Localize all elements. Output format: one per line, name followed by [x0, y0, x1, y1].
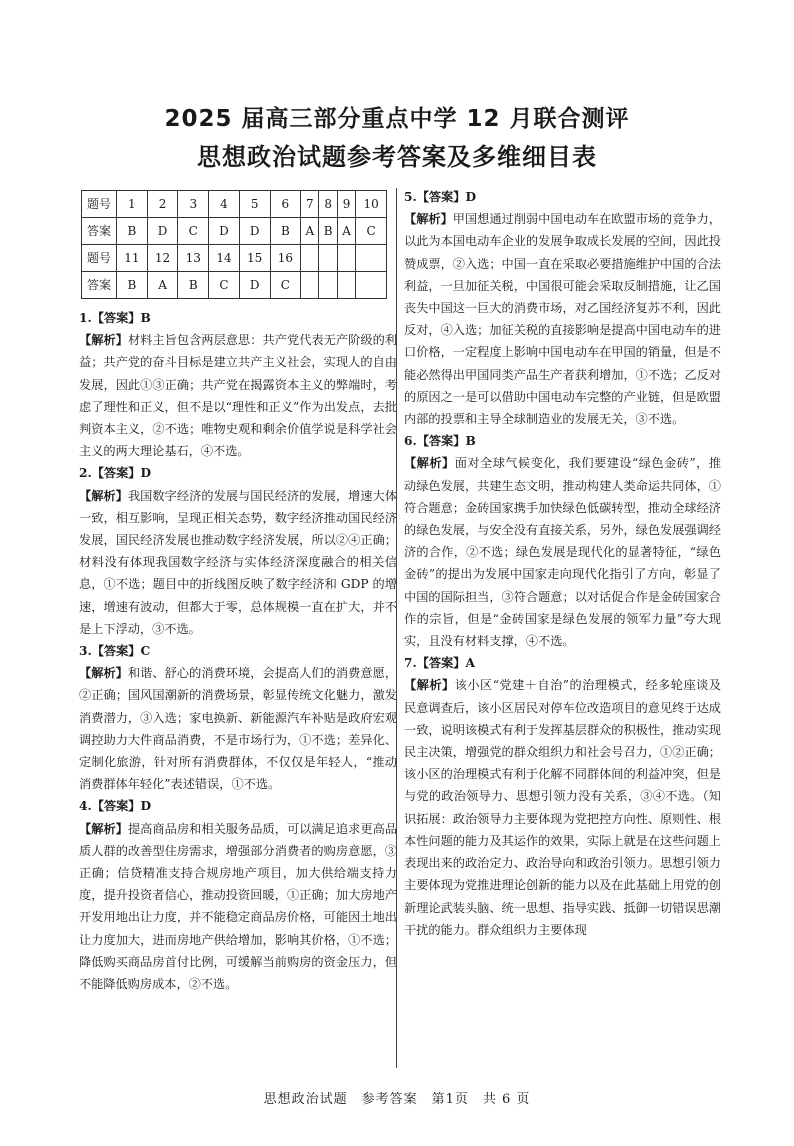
answer-value: D: [465, 190, 477, 204]
analysis-paragraph: [404, 674, 721, 940]
page-footer: 思想政治试题 参考答案 第1页 共 6 页: [263, 1092, 531, 1107]
analysis-label: 【解析】: [79, 488, 128, 503]
table-cell: 5: [239, 191, 270, 218]
table-cell: D: [239, 272, 270, 299]
analysis-text: 提高商品房和相关服务品质，可以满足追求更高品质人群的改善型住房需求，增强部分消费者的购房意愿，③正确；信贷精准支持合规房地产项目，加大供给端支持力度，提升投资者信心，推动投资回暖，①正确；加大房地产开发用地出让力度，并不能稳定商品房价格，可能因土地出让力度加大，进而房地产供给增加，影响其价格，①不选；降低购买商品房首付比例，可缓解当前购房的资金压力，但不能降低购房成本，②不选。: [79, 821, 398, 992]
row-label: 答案: [82, 272, 117, 299]
table-row: [82, 245, 387, 272]
answer-line: [404, 652, 721, 674]
table-cell: [356, 245, 387, 272]
answer-label: 【答案】: [416, 434, 466, 449]
analysis-text: 该小区“党建＋自治”的治理模式，经多轮座谈及民意调查后，该小区居民对停车位改造项目的意见终于达成一致，说明该模式有利于发挥基层群众的积极性，推动实现民主决策，增强党的群众组织力和社会号召力，①②正确；该小区的治理模式有利于化解不同群体间的利益冲突，但是与党的政治领导力、思想引领力没有关系，③④不选。（知识拓展：政治领导力主要体现为党把控方向性、原则性、根本性问题的能力及其运作的效果，实际上就是在这些问题上表现出来的政治定力、政治导向和政治引领力。思想引领力主要体现为党推进理论创新的能力以及在此基础上用党的创新理论武装头脑、统一思想、指导实践、抵御一切错误思潮干扰的能力。群众组织力主要体现: [404, 678, 722, 937]
answer-item-7: [404, 652, 721, 941]
table-cell: 6: [270, 191, 301, 218]
answer-line: [79, 640, 397, 662]
table-cell: C: [209, 272, 240, 299]
answer-item-5: [404, 186, 721, 430]
answer-label: 【答案】: [91, 466, 141, 481]
table-cell: C: [356, 218, 387, 245]
item-number: 6.: [404, 434, 417, 449]
analysis-label: 【解析】: [79, 666, 128, 681]
table-row: [82, 272, 387, 299]
table-cell: 2: [147, 191, 178, 218]
table-cell: 1: [117, 191, 148, 218]
answer-line: [404, 186, 721, 208]
answer-item-1: [79, 307, 397, 462]
answer-label: 【答案】: [416, 190, 466, 204]
analysis-paragraph: [404, 452, 721, 652]
analysis-label: 【解析】: [79, 821, 128, 836]
row-label: 答案: [82, 218, 117, 245]
table-cell: D: [147, 218, 178, 245]
table-cell: 16: [270, 245, 301, 272]
answer-value: B: [140, 311, 151, 325]
answer-line: [79, 307, 397, 329]
item-number: 2.: [79, 466, 92, 481]
table-cell: B: [117, 272, 148, 299]
table-cell: 15: [239, 245, 270, 272]
answer-label: 【答案】: [91, 799, 141, 814]
table-cell: A: [147, 272, 178, 299]
analysis-paragraph: [79, 818, 397, 996]
table-cell: D: [209, 218, 240, 245]
analysis-label: 【解析】: [404, 212, 453, 227]
table-cell: D: [239, 218, 270, 245]
table-row: [82, 191, 387, 218]
answer-line: [404, 430, 721, 452]
table-cell: B: [178, 272, 209, 299]
table-cell: B: [319, 218, 338, 245]
answer-table: [81, 190, 387, 299]
answer-line: [79, 462, 397, 484]
item-number: 7.: [404, 656, 417, 671]
analysis-text: 和谐、舒心的消费环境，会提高人们的消费意愿，②正确；国风国潮新的消费场景，彰显传统文化魅力，激发消费潜力，③入选；家电换新、新能源汽车补贴是政府宏观调控助力大件商品消费，不是市场行为，①不选；差异化、定制化旅游，针对所有消费群体，不仅仅是年轻人，“推动消费群体年轻化”表述错误，①不选。: [79, 666, 398, 792]
analysis-text: 甲国想通过削弱中国电动车在欧盟市场的竞争力，以此为本国电动车企业的发展争取成长发展的空间，因此投赞成票，②入选；中国一直在采取必要措施维护中国的合法利益，一旦加征关税，中国很可能会采取反制措施，让乙国丧失中国这一巨大的消费市场，对乙国经济复苏不利，因此反对，④入选；加征关税的直接影响是提高中国电动车的进口价格，一定程度上影响中国电动车在甲国的销量，但是不能必然得出甲国同类产品生产者获利增加，①不选；乙反对的原因之一是可以借助中国电动车完整的产业链，但是欧盟内部的投票和主导全球制造业的发展无关，③不选。: [404, 212, 722, 427]
analysis-paragraph: [79, 485, 397, 640]
page-title: 2025 届高三部分重点中学 12 月联合测评: [164, 106, 630, 132]
table-cell: 4: [209, 191, 240, 218]
answer-value: A: [465, 656, 475, 671]
table-cell: 11: [117, 245, 148, 272]
table-cell: C: [270, 272, 301, 299]
item-number: 3.: [79, 644, 92, 659]
answer-item-3: [79, 640, 397, 795]
analysis-paragraph: [79, 329, 397, 462]
table-cell: [301, 245, 319, 272]
table-cell: C: [178, 218, 209, 245]
answer-value: C: [140, 644, 151, 659]
table-cell: 8: [319, 191, 338, 218]
table-cell: 7: [301, 191, 319, 218]
table-cell: A: [301, 218, 319, 245]
table-cell: 14: [209, 245, 240, 272]
answer-item-6: [404, 430, 721, 652]
answer-label: 【答案】: [91, 644, 141, 659]
answer-value: D: [140, 466, 152, 481]
analysis-paragraph: [404, 208, 721, 430]
table-cell: [319, 245, 338, 272]
table-cell: [319, 272, 338, 299]
table-cell: 13: [178, 245, 209, 272]
table-cell: 3: [178, 191, 209, 218]
answer-label: 【答案】: [91, 311, 141, 325]
table-cell: B: [270, 218, 301, 245]
row-label: 题号: [82, 245, 117, 272]
analysis-text: 材料主旨包含两层意思：共产党代表无产阶级的利益；共产党的奋斗目标是建立共产主义社会，实现人的自由发展，因此①③正确；共产党在揭露资本主义的弊端时，考虑了理性和正义，但不是以“理性和正义”作为出发点，去批判资本主义，②不选；唯物史观和剩余价值学说是科学社会主义的两大理论基石，④不选。: [79, 333, 398, 459]
right-column: [404, 186, 721, 941]
analysis-text: 我国数字经济的发展与国民经济的发展，增速大体一致，相互影响，呈现正相关态势，数字经济推动国民经济发展，国民经济发展也推动数字经济发展，所以②④正确；材料没有体现我国数字经济与实体经济深度融合的相关信息，①不选；题目中的折线图反映了数字经济和 GDP 的增速，增速有波动，但都大于零，总体规模一直在扩大，并不是上下浮动，③不选。: [79, 488, 398, 636]
answer-line: [79, 795, 397, 817]
table-row: [82, 218, 387, 245]
answer-value: D: [140, 799, 152, 814]
table-cell: 10: [356, 191, 387, 218]
item-number: 1.: [79, 311, 92, 325]
answer-item-4: [79, 795, 397, 995]
answer-label: 【答案】: [416, 656, 466, 671]
page-subtitle: 思想政治试题参考答案及多维细目表: [197, 143, 597, 171]
analysis-label: 【解析】: [79, 333, 128, 348]
answer-item-2: [79, 462, 397, 640]
table-cell: [337, 272, 355, 299]
analysis-label: 【解析】: [404, 456, 455, 471]
analysis-paragraph: [79, 662, 397, 795]
answer-value: B: [465, 434, 476, 449]
row-label: 题号: [82, 191, 117, 218]
item-number: 5.: [404, 190, 417, 204]
analysis-text: 面对全球气候变化，我们要建设“绿色金砖”，推动绿色发展，共建生态文明，推动构建人类命运共同体，①符合题意；金砖国家携手加快绿色低碳转型，推动全球经济的绿色发展，与安全没有直接关系，另外，绿色发展强调经济的合作，②不选；绿色发展是现代化的显著特征，“绿色金砖”的提出为发展中国家走向现代化指引了方向，彰显了中国的国际担当，③符合题意；以对话促合作是金砖国家合作的宗旨，但是“金砖国家是绿色发展的领军力量”夸大现实，且没有材料支撑，④不选。: [404, 456, 722, 649]
item-number: 4.: [79, 799, 92, 814]
table-cell: [301, 272, 319, 299]
table-cell: 9: [337, 191, 355, 218]
table-cell: B: [117, 218, 148, 245]
analysis-label: 【解析】: [404, 678, 455, 693]
table-cell: [337, 245, 355, 272]
table-cell: 12: [147, 245, 178, 272]
left-column: [79, 186, 397, 995]
table-cell: A: [337, 218, 355, 245]
table-cell: [356, 272, 387, 299]
